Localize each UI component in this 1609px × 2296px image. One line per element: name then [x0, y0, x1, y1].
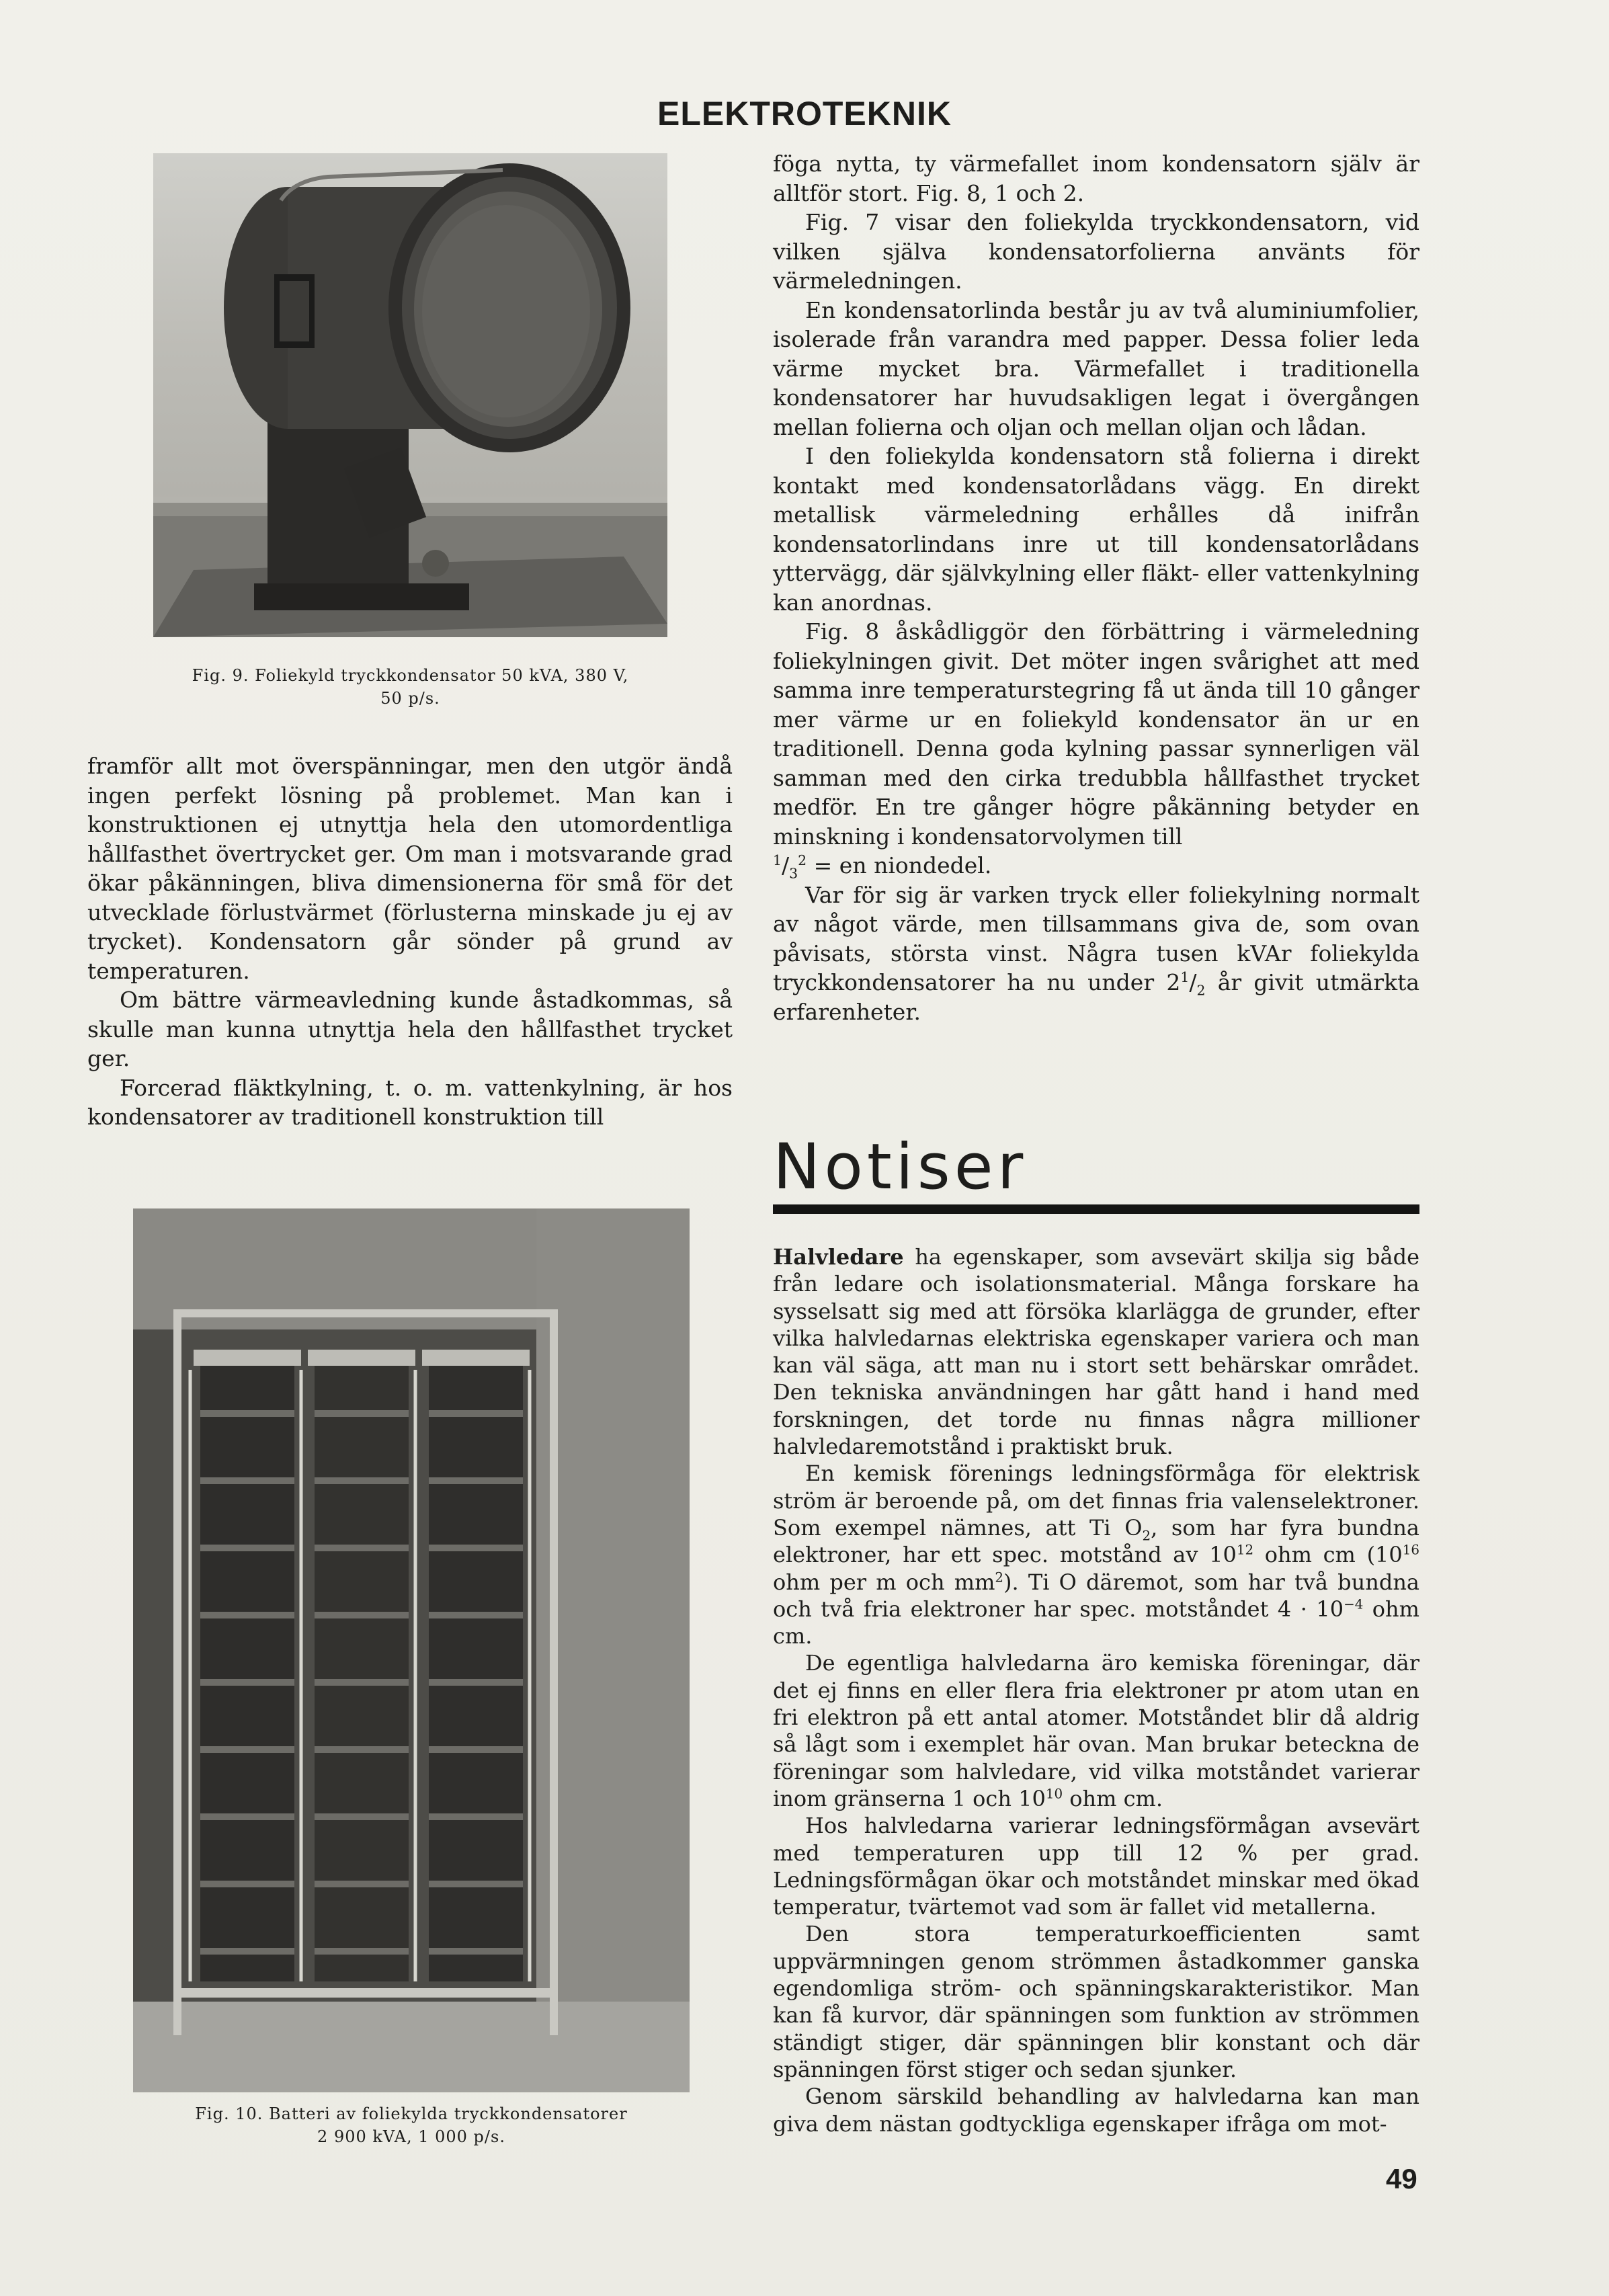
fraction-exponent: 2	[798, 852, 807, 868]
right-paragraph-5: Fig. 8 åskådliggör den förbättring i värmeledning foliekylningen givit. Det möter ingen svårighet att med samma inre temperaturstegring få ut ända till 10 gånger mer värme ur en foliekyld kondensator än ur en traditionell. Denna goda kylning passar synnerligen väl samman med den cirka tredubbla hållfasthet trycket medför. En tre gånger högre påkänning betyder en minskning i kondensatorvolymen till $^1/_3^2$ = en niondedel.	[773, 618, 1419, 882]
notiser-p2-d: ohm per m och mm	[773, 1569, 995, 1595]
right-paragraph-1: föga nytta, ty värmefallet inom kondensatorn själv är alltför stort. Fig. 8, 1 och 2.	[773, 151, 1419, 206]
running-header: ELEKTROTEKNIK	[657, 95, 952, 132]
notiser-p3-b: ohm cm.	[1063, 1785, 1163, 1811]
right-paragraph-3: En kondensatorlinda består ju av två aluminiumfolier, isolerade från varandra med papper. Dessa folier leda värme mycket bra. Värmefallet i traditionella kondensatorer har huvudsakligen legat i övergången mellan folierna och oljan och mellan oljan och lådan.	[773, 296, 1419, 440]
notiser-paragraph-2	[773, 1460, 1419, 1649]
fig9-caption-line1: Fig. 9. Foliekyld tryckkondensator 50 kVA, 380 V,	[192, 666, 629, 685]
notiser-paragraph-4: Hos halvledarna varierar ledningsförmågan avsevärt med temperaturen upp till 12 % per grad. Ledningsförmågan ökar och motståndet minskar med ökad temperatur, tvärtemot vad som är fallet vid metallerna.	[773, 1813, 1419, 1920]
fig9-photo	[153, 153, 667, 637]
fig10-photo	[133, 1208, 690, 2092]
notiser-paragraph-1	[773, 1243, 1419, 1460]
right-paragraph-6-text-b: år givit utmärkta erfarenheter.	[773, 969, 1420, 1025]
fig10-caption-line2: 2 900 kVA, 1 000 p/s.	[317, 2127, 505, 2146]
left-paragraph-3: Forcerad fläktkylning, t. o. m. vattenkylning, är hos kondensatorer av traditionell konstruktion till	[87, 1074, 733, 1130]
section-rule	[773, 1204, 1419, 1214]
fig10-caption	[133, 2102, 690, 2148]
notiser-paragraph-1-text: ha egenskaper, som avsevärt skilja sig både från ledare och isolationsmaterial. Många forskare ha sysselsatt sig med att försöka klarlägga de grunder, efter vilka halvledarnas elektriska egenskaper variera och man kan väl säga, att man nu i stort sett behärskar området. Den tekniska användningen har gått hand i hand med forskningen, det torde nu finnas några millioner halvledaremotstånd i praktiskt bruk.	[773, 1244, 1419, 1460]
notiser-p2-a: En kemisk förenings ledningsförmåga för elektrisk ström är beroende på, om det finnas fria valenselektroner. Som exempel nämnes, att Ti O	[773, 1461, 1419, 1541]
right-paragraph-5-end: = en niondedel.	[807, 852, 992, 878]
right-column-text	[773, 149, 1419, 1026]
notiser-p2-sup3: 2	[995, 1569, 1004, 1585]
capacitor-illustration	[153, 153, 667, 637]
fraction-half-denominator: 2	[1196, 982, 1206, 999]
fraction-numerator: 1	[773, 852, 782, 868]
fraction-denominator: 3	[789, 865, 798, 882]
right-paragraph-2: Fig. 7 visar den foliekylda tryckkondensatorn, vid vilken själva kondensatorfolierna använts för värmeledningen.	[773, 209, 1419, 294]
left-paragraph-2: Om bättre värmeavledning kunde åstadkommas, så skulle man kunna utnyttja hela den hållfasthet trycket ger.	[87, 987, 733, 1071]
fig9-caption	[153, 664, 667, 710]
notiser-paragraph-6: Genom särskild behandling av halvledarna kan man giva dem nästan godtyckliga egenskaper ifråga om mot-	[773, 2084, 1419, 2137]
notiser-paragraph-5: Den stora temperaturkoefficienten samt uppvärmningen genom strömmen åstadkommer ganska egendomliga ström- och spänningskarakteristikor. Man kan få kurvor, där spänningen som funktion av strömmen ständigt stiger, där spänningen blir konstant och där spänningen först stiger och sedan sjunker.	[773, 1921, 1419, 2082]
fig9-caption-line2: 50 p/s.	[380, 689, 440, 708]
notiser-paragraph-3	[773, 1649, 1419, 1812]
notiser-p2-sup2: 16	[1402, 1542, 1419, 1558]
capacitor-battery-illustration	[133, 1208, 690, 2092]
section-title-notiser: Notiser	[773, 1131, 1028, 1204]
notiser-p2-f: ohm cm.	[773, 1596, 1420, 1649]
fraction-half-numerator: 1	[1180, 969, 1190, 985]
left-column-text	[87, 751, 733, 1132]
right-paragraph-5-text: Fig. 8 åskådliggör den förbättring i värmeledning foliekylningen givit. Det möter ingen svårighet att med samma inre temperaturstegring få ut ända till 10 gånger mer värme ur en foliekyld kondensator än ur en traditionell. Denna goda kylning passar synnerligen väl samman med den cirka tredubbla hållfasthet trycket medför. En tre gånger högre påkänning betyder en minskning i kondensatorvolymen till	[773, 618, 1419, 850]
notiser-p2-sub: 2	[1142, 1528, 1151, 1544]
fig10-caption-line1: Fig. 10. Batteri av foliekylda tryckkondensatorer	[195, 2104, 628, 2123]
notiser-text	[773, 1243, 1419, 2137]
left-paragraph-1: framför allt mot överspänningar, men den utgör ändå ingen perfekt lösning på problemet. Man kan i konstruktionen ej utnyttja hela den utomordentliga hållfasthet övertrycket ger. Om man i motsvarande grad ökar påkänningen, bliva dimensionerna för små för det utvecklade förlustvärmet (förlusterna minskade ju ej av trycket). Kondensatorn går sönder på grund av temperaturen.	[87, 753, 733, 984]
notiser-p2-e: ). Ti O däremot, som har två bundna och två fria elektroner har spec. motståndet 4 · 10	[773, 1569, 1420, 1622]
notiser-p3-sup: 10	[1045, 1786, 1063, 1802]
notiser-p2-sup4: −4	[1344, 1596, 1364, 1612]
notiser-p2-b: , som har fyra bundna elektroner, har ett spec. motstånd av 10	[773, 1514, 1420, 1568]
right-paragraph-6: Var för sig är varken tryck eller foliekylning normalt av något värde, men tillsammans giva de, som ovan påvisats, största vinst. Några tusen kVAr foliekylda tryckkondensatorer ha nu under $2^1/_2$ år givit utmärkta erfarenheter.	[773, 881, 1420, 1025]
page-number: 49	[1386, 2163, 1417, 2195]
right-paragraph-6-text-a: Var för sig är varken tryck eller foliekylning normalt av något värde, men tillsammans giva de, som ovan påvisats, största vinst. Några tusen kVAr foliekylda tryckkondensatorer ha nu under 2	[773, 881, 1419, 995]
notiser-p2-c: ohm cm (10	[1253, 1542, 1403, 1568]
right-paragraph-4: I den foliekylda kondensatorn stå folierna i direkt kontakt med kondensatorlådans vägg. En direkt metallisk värmeledning erhålles då inifrån kondensatorlindans inre ut till kondensatorlådans yttervägg, där självkylning eller fläkt- eller vattenkylning kan anordnas.	[773, 443, 1419, 616]
notiser-p3-a: De egentliga halvledarna äro kemiska föreningar, där det ej finns en eller flera fria elektroner pr atom utan en fri elektron på ett antal atomer. Motståndet blir då aldrig så lågt som i exemplet här ovan. Man brukar beteckna de föreningar som halvledare, vid vilka motståndet varierar inom gränserna 1 och 10	[773, 1650, 1419, 1811]
notiser-p2-sup1: 12	[1236, 1542, 1254, 1558]
notiser-lead-term: Halvledare	[773, 1244, 904, 1270]
